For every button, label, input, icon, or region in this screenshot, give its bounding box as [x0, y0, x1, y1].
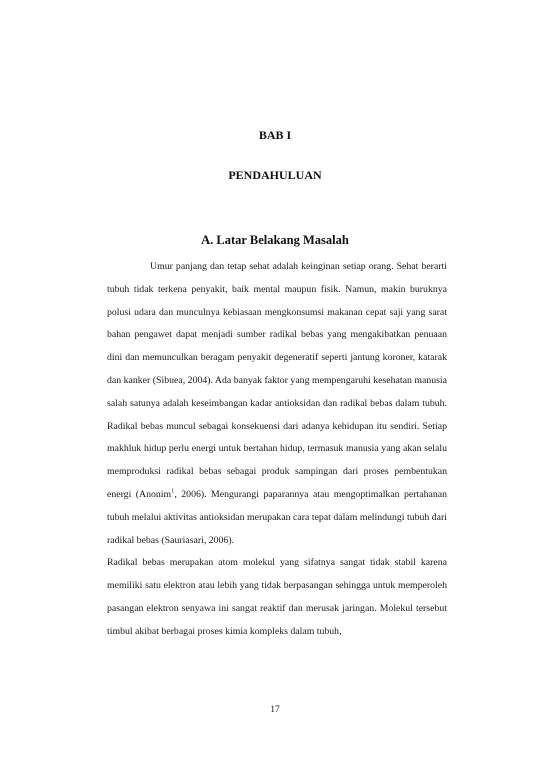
chapter-heading: BAB I: [258, 128, 292, 142]
paragraph-1: [107, 256, 447, 552]
body-text: [107, 256, 447, 644]
paragraph-2: Radikal bebas merupakan atom molekul yang sifatnya sangat tidak stabil karena memiliki satu elektron atau lebih yang tidak berpasangan sehingga untuk memperoleh pasangan elektron senyawa ini sangat reaktif dan merusak jaringan. Molekul tersebut timbul akibat berbagai proses kimia kompleks dalam tubuh,: [107, 557, 447, 637]
paragraph-1-text: Umur panjang dan tetap sehat adalah keinginan setiap orang. Sehat berarti tubuh tidak terkena penyakit, baik mental maupun fisik. Namun, makin buruknya polusi udara dan munculnya kebiasaan mengkonsumsi makanan cepat saji yang sarat bahan pengawet dapat menjadi sumber radikal bebas yang mengakibatkan penuaan dini dan memunculkan beragam penyakit degeneratif seperti jantung koroner, katarak dan kanker (Sibuea, 2004). Ada banyak faktor yang mempengaruhi kesehatan manusia salah satunya adalah keseimbangan kadar antioksidan dan radikal bebas dalam tubuh. Radikal bebas muncul sebagai konsekuensi dari adanya kehidupan itu sendiri. Setiap makhluk hidup perlu energi untuk bertahan hidup, termasuk manusia yang akan selalu memproduksi radikal bebas sebagai produk sampingan dari proses pembentukan energi (Anonim: [107, 261, 447, 500]
section-title: A. Latar Belakang Masalah: [201, 233, 349, 247]
page-number: 17: [270, 705, 280, 715]
paragraph-1-end: , 2006). Mengurangi paparannya atau mengoptimalkan pertahanan tubuh melalui aktivitas antioksidan merupakan cara tepat dalam melindungi tubuh dari radikal bebas (Sauriasari, 2006).: [107, 488, 447, 546]
footnote-marker: 1: [171, 487, 175, 495]
chapter-title: PENDAHULUAN: [228, 168, 322, 182]
